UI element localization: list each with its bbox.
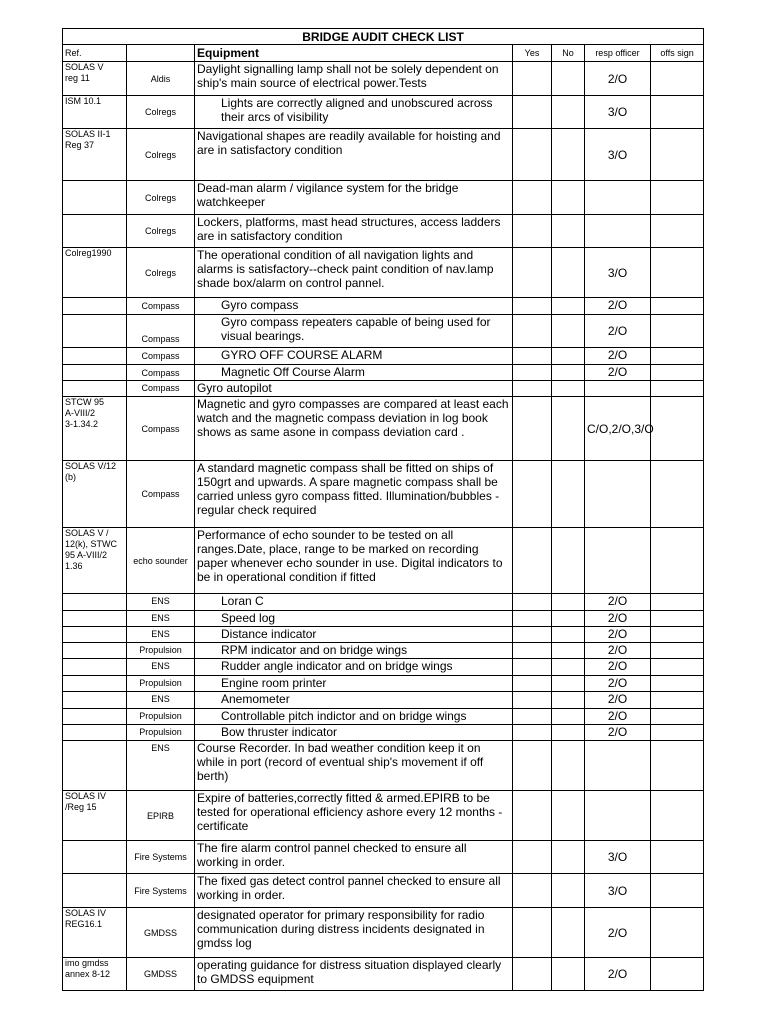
yes-checkbox-cell[interactable] bbox=[513, 958, 552, 991]
responsible-officer-cell: 2/O bbox=[585, 611, 651, 627]
description-cell: Course Recorder. In bad weather condition keep it on while in port (record of eventual ship's movement if off berth) bbox=[195, 741, 513, 791]
no-checkbox-cell[interactable] bbox=[552, 365, 585, 381]
header-yes: Yes bbox=[513, 45, 552, 62]
category-cell: Compass bbox=[127, 365, 195, 381]
yes-checkbox-cell[interactable] bbox=[513, 791, 552, 841]
checklist-row bbox=[63, 643, 704, 659]
responsible-officer-cell: 2/O bbox=[585, 594, 651, 611]
yes-checkbox-cell[interactable] bbox=[513, 725, 552, 741]
reference-cell bbox=[63, 215, 127, 248]
description-cell: Expire of batteries,correctly fitted & armed.EPIRB to be tested for operational efficiency ashore every 12 months - certificate bbox=[195, 791, 513, 841]
yes-checkbox-cell[interactable] bbox=[513, 741, 552, 791]
category-cell: Compass bbox=[127, 315, 195, 348]
responsible-officer-cell bbox=[585, 791, 651, 841]
checklist-row bbox=[63, 692, 704, 709]
officer-signature-cell[interactable] bbox=[651, 215, 704, 248]
description-cell: A standard magnetic compass shall be fitted on ships of 150grt and upwards. A spare magnetic compass shall be carried unless gyro compass fitted. Illumination/bubbles - regular check required bbox=[195, 461, 513, 528]
reference-cell bbox=[63, 365, 127, 381]
reference-cell bbox=[63, 659, 127, 676]
checklist-row bbox=[63, 215, 704, 248]
checklist-row bbox=[63, 528, 704, 594]
officer-signature-cell[interactable] bbox=[651, 96, 704, 129]
reference-cell bbox=[63, 594, 127, 611]
description-cell: Lights are correctly aligned and unobscured across their arcs of visibility bbox=[195, 96, 513, 129]
category-cell: EPIRB bbox=[127, 791, 195, 841]
no-checkbox-cell[interactable] bbox=[552, 248, 585, 298]
description-cell: Dead-man alarm / vigilance system for the bridge watchkeeper bbox=[195, 181, 513, 215]
category-cell: Compass bbox=[127, 381, 195, 397]
category-cell: echo sounder bbox=[127, 528, 195, 594]
officer-signature-cell[interactable] bbox=[651, 381, 704, 397]
yes-checkbox-cell[interactable] bbox=[513, 181, 552, 215]
reference-cell: SOLAS IV REG16.1 bbox=[63, 908, 127, 958]
yes-checkbox-cell[interactable] bbox=[513, 298, 552, 315]
no-checkbox-cell[interactable] bbox=[552, 791, 585, 841]
category-cell: Aldis bbox=[127, 62, 195, 96]
yes-checkbox-cell[interactable] bbox=[513, 841, 552, 874]
yes-checkbox-cell[interactable] bbox=[513, 248, 552, 298]
description-cell: Bow thruster indicator bbox=[195, 725, 513, 741]
description-cell: Gyro compass repeaters capable of being used for visual bearings. bbox=[195, 315, 513, 348]
responsible-officer-cell: 2/O bbox=[585, 315, 651, 348]
officer-signature-cell[interactable] bbox=[651, 841, 704, 874]
yes-checkbox-cell[interactable] bbox=[513, 215, 552, 248]
header-equipment: Equipment bbox=[195, 45, 513, 62]
officer-signature-cell[interactable] bbox=[651, 298, 704, 315]
no-checkbox-cell[interactable] bbox=[552, 397, 585, 461]
reference-cell bbox=[63, 381, 127, 397]
reference-cell bbox=[63, 841, 127, 874]
category-cell: ENS bbox=[127, 594, 195, 611]
checklist-row bbox=[63, 908, 704, 958]
officer-signature-cell[interactable] bbox=[651, 692, 704, 709]
officer-signature-cell[interactable] bbox=[651, 181, 704, 215]
responsible-officer-cell: 3/O bbox=[585, 248, 651, 298]
officer-signature-cell[interactable] bbox=[651, 397, 704, 461]
checklist-row bbox=[63, 841, 704, 874]
checklist-row bbox=[63, 627, 704, 643]
no-checkbox-cell[interactable] bbox=[552, 611, 585, 627]
officer-signature-cell[interactable] bbox=[651, 627, 704, 643]
responsible-officer-cell: 2/O bbox=[585, 348, 651, 365]
checklist-row bbox=[63, 248, 704, 298]
description-cell: Lockers, platforms, mast head structures, access ladders are in satisfactory condition bbox=[195, 215, 513, 248]
responsible-officer-cell: 2/O bbox=[585, 62, 651, 96]
no-checkbox-cell[interactable] bbox=[552, 348, 585, 365]
checklist-row bbox=[63, 594, 704, 611]
responsible-officer-cell: 2/O bbox=[585, 676, 651, 692]
header-offs-sign: offs sign bbox=[651, 45, 704, 62]
checklist-row bbox=[63, 129, 704, 181]
checklist-row bbox=[63, 709, 704, 725]
header-resp-officer: resp officer bbox=[585, 45, 651, 62]
officer-signature-cell[interactable] bbox=[651, 958, 704, 991]
no-checkbox-cell[interactable] bbox=[552, 841, 585, 874]
description-cell: The fixed gas detect control pannel checked to ensure all working in order. bbox=[195, 874, 513, 908]
checklist-row bbox=[63, 365, 704, 381]
no-checkbox-cell[interactable] bbox=[552, 676, 585, 692]
responsible-officer-cell: 2/O bbox=[585, 659, 651, 676]
responsible-officer-cell: 3/O bbox=[585, 129, 651, 181]
checklist-row bbox=[63, 315, 704, 348]
yes-checkbox-cell[interactable] bbox=[513, 381, 552, 397]
yes-checkbox-cell[interactable] bbox=[513, 594, 552, 611]
yes-checkbox-cell[interactable] bbox=[513, 611, 552, 627]
no-checkbox-cell[interactable] bbox=[552, 528, 585, 594]
category-cell: Fire Systems bbox=[127, 874, 195, 908]
checklist-row bbox=[63, 381, 704, 397]
checklist-row bbox=[63, 611, 704, 627]
checklist-row bbox=[63, 461, 704, 528]
yes-checkbox-cell[interactable] bbox=[513, 96, 552, 129]
description-cell: Speed log bbox=[195, 611, 513, 627]
checklist-title: BRIDGE AUDIT CHECK LIST bbox=[63, 29, 704, 45]
yes-checkbox-cell[interactable] bbox=[513, 528, 552, 594]
no-checkbox-cell[interactable] bbox=[552, 958, 585, 991]
category-cell: ENS bbox=[127, 627, 195, 643]
description-cell: Controllable pitch indictor and on bridge wings bbox=[195, 709, 513, 725]
reference-cell: ISM 10.1 bbox=[63, 96, 127, 129]
description-cell: Rudder angle indicator and on bridge wings bbox=[195, 659, 513, 676]
no-checkbox-cell[interactable] bbox=[552, 129, 585, 181]
yes-checkbox-cell[interactable] bbox=[513, 348, 552, 365]
officer-signature-cell[interactable] bbox=[651, 365, 704, 381]
officer-signature-cell[interactable] bbox=[651, 643, 704, 659]
category-cell: Colregs bbox=[127, 248, 195, 298]
responsible-officer-cell: 3/O bbox=[585, 96, 651, 129]
responsible-officer-cell: 2/O bbox=[585, 692, 651, 709]
header-no: No bbox=[552, 45, 585, 62]
officer-signature-cell[interactable] bbox=[651, 348, 704, 365]
description-cell: designated operator for primary responsibility for radio communication during distress incidents designated in gmdss log bbox=[195, 908, 513, 958]
officer-signature-cell[interactable] bbox=[651, 594, 704, 611]
category-cell: ENS bbox=[127, 611, 195, 627]
responsible-officer-cell bbox=[585, 528, 651, 594]
reference-cell: Colreg1990 bbox=[63, 248, 127, 298]
officer-signature-cell[interactable] bbox=[651, 315, 704, 348]
responsible-officer-cell bbox=[585, 741, 651, 791]
responsible-officer-cell: 3/O bbox=[585, 874, 651, 908]
category-cell: ENS bbox=[127, 741, 195, 791]
checklist-row bbox=[63, 725, 704, 741]
responsible-officer-cell: 2/O bbox=[585, 709, 651, 725]
category-cell: Colregs bbox=[127, 96, 195, 129]
reference-cell: SOLAS V reg 11 bbox=[63, 62, 127, 96]
no-checkbox-cell[interactable] bbox=[552, 461, 585, 528]
yes-checkbox-cell[interactable] bbox=[513, 461, 552, 528]
no-checkbox-cell[interactable] bbox=[552, 659, 585, 676]
no-checkbox-cell[interactable] bbox=[552, 181, 585, 215]
yes-checkbox-cell[interactable] bbox=[513, 676, 552, 692]
reference-cell bbox=[63, 676, 127, 692]
no-checkbox-cell[interactable] bbox=[552, 627, 585, 643]
description-cell: The fire alarm control pannel checked to ensure all working in order. bbox=[195, 841, 513, 874]
header-category bbox=[127, 45, 195, 62]
checklist-row bbox=[63, 96, 704, 129]
officer-signature-cell[interactable] bbox=[651, 741, 704, 791]
officer-signature-cell[interactable] bbox=[651, 248, 704, 298]
category-cell: Compass bbox=[127, 461, 195, 528]
no-checkbox-cell[interactable] bbox=[552, 725, 585, 741]
no-checkbox-cell[interactable] bbox=[552, 741, 585, 791]
reference-cell: SOLAS V/12 (b) bbox=[63, 461, 127, 528]
responsible-officer-cell bbox=[585, 215, 651, 248]
category-cell: Colregs bbox=[127, 181, 195, 215]
reference-cell bbox=[63, 709, 127, 725]
description-cell: Magnetic Off Course Alarm bbox=[195, 365, 513, 381]
officer-signature-cell[interactable] bbox=[651, 874, 704, 908]
yes-checkbox-cell[interactable] bbox=[513, 874, 552, 908]
no-checkbox-cell[interactable] bbox=[552, 643, 585, 659]
yes-checkbox-cell[interactable] bbox=[513, 129, 552, 181]
no-checkbox-cell[interactable] bbox=[552, 315, 585, 348]
checklist-row bbox=[63, 298, 704, 315]
description-cell: Daylight signalling lamp shall not be solely dependent on ship's main source of electrical power.Tests bbox=[195, 62, 513, 96]
responsible-officer-cell bbox=[585, 461, 651, 528]
description-cell: Anemometer bbox=[195, 692, 513, 709]
officer-signature-cell[interactable] bbox=[651, 676, 704, 692]
reference-cell: SOLAS IV /Reg 15 bbox=[63, 791, 127, 841]
responsible-officer-cell: 2/O bbox=[585, 365, 651, 381]
yes-checkbox-cell[interactable] bbox=[513, 397, 552, 461]
description-cell: Loran C bbox=[195, 594, 513, 611]
no-checkbox-cell[interactable] bbox=[552, 692, 585, 709]
officer-signature-cell[interactable] bbox=[651, 528, 704, 594]
responsible-officer-cell: 2/O bbox=[585, 958, 651, 991]
yes-checkbox-cell[interactable] bbox=[513, 709, 552, 725]
reference-cell bbox=[63, 692, 127, 709]
description-cell: RPM indicator and on bridge wings bbox=[195, 643, 513, 659]
checklist-row bbox=[63, 62, 704, 96]
category-cell: Compass bbox=[127, 397, 195, 461]
reference-cell bbox=[63, 181, 127, 215]
reference-cell bbox=[63, 298, 127, 315]
no-checkbox-cell[interactable] bbox=[552, 381, 585, 397]
no-checkbox-cell[interactable] bbox=[552, 96, 585, 129]
category-cell: GMDSS bbox=[127, 908, 195, 958]
no-checkbox-cell[interactable] bbox=[552, 908, 585, 958]
officer-signature-cell[interactable] bbox=[651, 725, 704, 741]
reference-cell: imo gmdss annex 8-12 bbox=[63, 958, 127, 991]
reference-cell: STCW 95 A-VIII/2 3-1.34.2 bbox=[63, 397, 127, 461]
category-cell: Colregs bbox=[127, 215, 195, 248]
category-cell: Compass bbox=[127, 298, 195, 315]
responsible-officer-cell: 2/O bbox=[585, 908, 651, 958]
no-checkbox-cell[interactable] bbox=[552, 709, 585, 725]
header-ref: Ref. bbox=[63, 45, 127, 62]
responsible-officer-cell: C/O,2/O,3/O bbox=[585, 397, 651, 461]
reference-cell bbox=[63, 741, 127, 791]
yes-checkbox-cell[interactable] bbox=[513, 315, 552, 348]
officer-signature-cell[interactable] bbox=[651, 62, 704, 96]
category-cell: Compass bbox=[127, 348, 195, 365]
description-cell: Performance of echo sounder to be tested on all ranges.Date, place, range to be marked on recording paper whenever echo sounder in use. Digital indicators to be in operational condition if fitted bbox=[195, 528, 513, 594]
checklist-row bbox=[63, 958, 704, 991]
header-row bbox=[63, 45, 704, 62]
reference-cell bbox=[63, 725, 127, 741]
reference-cell bbox=[63, 348, 127, 365]
yes-checkbox-cell[interactable] bbox=[513, 627, 552, 643]
checklist-row bbox=[63, 348, 704, 365]
description-cell: Magnetic and gyro compasses are compared at least each watch and the magnetic compass deviation in log book shows as same asone in compass deviation card . bbox=[195, 397, 513, 461]
yes-checkbox-cell[interactable] bbox=[513, 908, 552, 958]
responsible-officer-cell: 2/O bbox=[585, 298, 651, 315]
yes-checkbox-cell[interactable] bbox=[513, 62, 552, 96]
responsible-officer-cell: 3/O bbox=[585, 841, 651, 874]
title-row bbox=[63, 29, 704, 45]
category-cell: Colregs bbox=[127, 129, 195, 181]
responsible-officer-cell bbox=[585, 381, 651, 397]
reference-cell: SOLAS II-1 Reg 37 bbox=[63, 129, 127, 181]
checklist-row bbox=[63, 741, 704, 791]
reference-cell bbox=[63, 611, 127, 627]
yes-checkbox-cell[interactable] bbox=[513, 659, 552, 676]
checklist-row bbox=[63, 181, 704, 215]
description-cell: operating guidance for distress situation displayed clearly to GMDSS equipment bbox=[195, 958, 513, 991]
officer-signature-cell[interactable] bbox=[651, 709, 704, 725]
no-checkbox-cell[interactable] bbox=[552, 62, 585, 96]
description-cell: Engine room printer bbox=[195, 676, 513, 692]
officer-signature-cell[interactable] bbox=[651, 461, 704, 528]
category-cell: ENS bbox=[127, 692, 195, 709]
description-cell: The operational condition of all navigation lights and alarms is satisfactory--check paint condition of nav.lamp shade box/alarm on control pannel. bbox=[195, 248, 513, 298]
yes-checkbox-cell[interactable] bbox=[513, 643, 552, 659]
officer-signature-cell[interactable] bbox=[651, 129, 704, 181]
responsible-officer-cell: 2/O bbox=[585, 643, 651, 659]
category-cell: GMDSS bbox=[127, 958, 195, 991]
category-cell: Propulsion bbox=[127, 676, 195, 692]
description-cell: Navigational shapes are readily available for hoisting and are in satisfactory condition bbox=[195, 129, 513, 181]
officer-signature-cell[interactable] bbox=[651, 611, 704, 627]
officer-signature-cell[interactable] bbox=[651, 908, 704, 958]
no-checkbox-cell[interactable] bbox=[552, 298, 585, 315]
yes-checkbox-cell[interactable] bbox=[513, 692, 552, 709]
reference-cell bbox=[63, 874, 127, 908]
checklist-row bbox=[63, 397, 704, 461]
category-cell: Propulsion bbox=[127, 643, 195, 659]
no-checkbox-cell[interactable] bbox=[552, 874, 585, 908]
description-cell: Distance indicator bbox=[195, 627, 513, 643]
audit-sheet bbox=[62, 28, 704, 991]
responsible-officer-cell: 2/O bbox=[585, 627, 651, 643]
category-cell: Propulsion bbox=[127, 725, 195, 741]
category-cell: Fire Systems bbox=[127, 841, 195, 874]
description-cell: Gyro autopilot bbox=[195, 381, 513, 397]
description-cell: GYRO OFF COURSE ALARM bbox=[195, 348, 513, 365]
yes-checkbox-cell[interactable] bbox=[513, 365, 552, 381]
checklist-row bbox=[63, 874, 704, 908]
officer-signature-cell[interactable] bbox=[651, 659, 704, 676]
no-checkbox-cell[interactable] bbox=[552, 215, 585, 248]
checklist-table bbox=[62, 28, 704, 991]
category-cell: ENS bbox=[127, 659, 195, 676]
checklist-row bbox=[63, 791, 704, 841]
reference-cell bbox=[63, 627, 127, 643]
category-cell: Propulsion bbox=[127, 709, 195, 725]
reference-cell bbox=[63, 315, 127, 348]
reference-cell: SOLAS V / 12(k), STWC 95 A-VIII/2 1.36 bbox=[63, 528, 127, 594]
description-cell: Gyro compass bbox=[195, 298, 513, 315]
checklist-row bbox=[63, 676, 704, 692]
officer-signature-cell[interactable] bbox=[651, 791, 704, 841]
responsible-officer-cell bbox=[585, 181, 651, 215]
no-checkbox-cell[interactable] bbox=[552, 594, 585, 611]
reference-cell bbox=[63, 643, 127, 659]
checklist-row bbox=[63, 659, 704, 676]
responsible-officer-cell: 2/O bbox=[585, 725, 651, 741]
